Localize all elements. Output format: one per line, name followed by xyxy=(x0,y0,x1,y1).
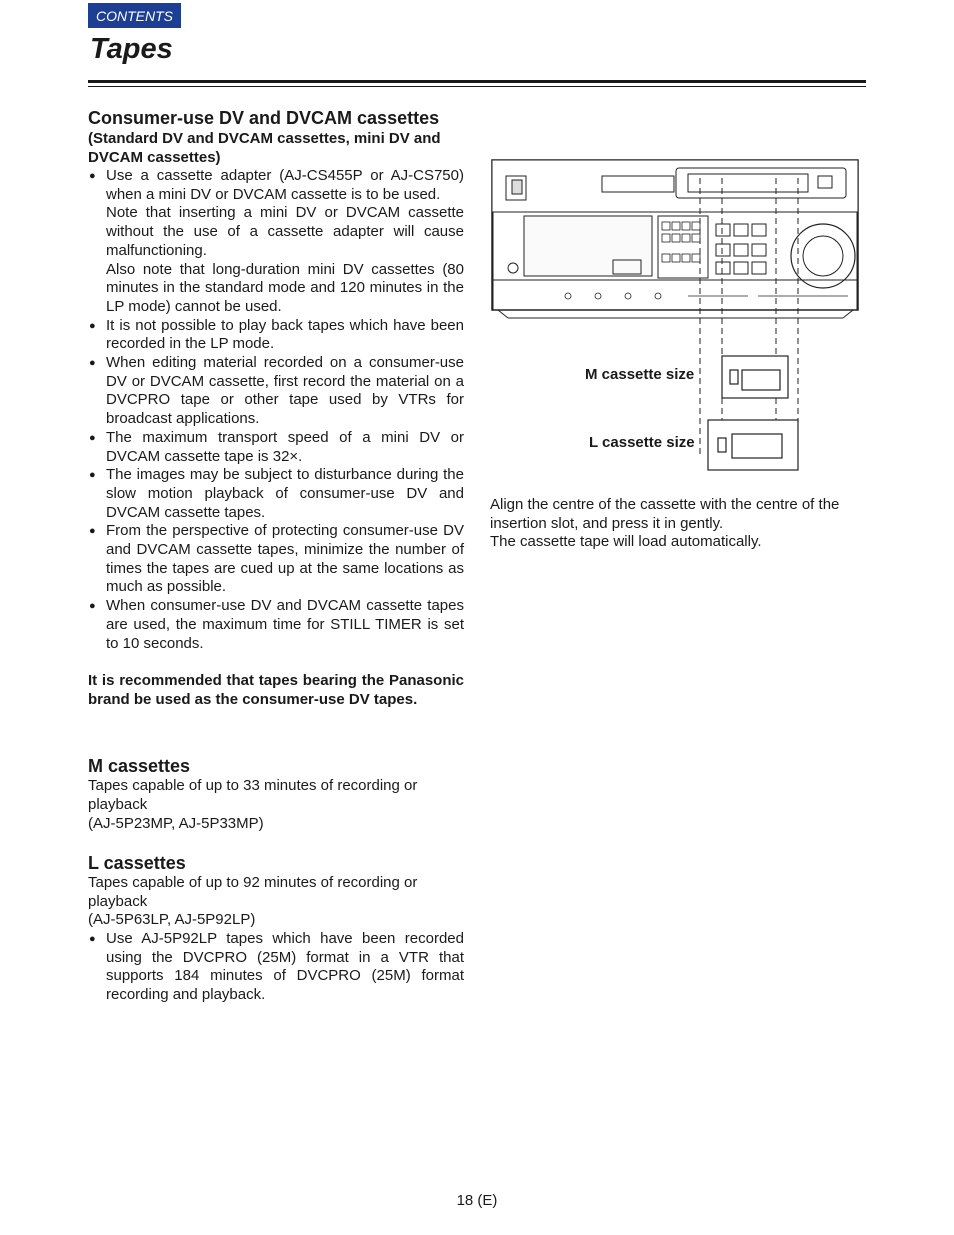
l-cassettes-models: (AJ-5P63LP, AJ-5P92LP) xyxy=(88,911,256,929)
left-column xyxy=(88,105,464,1005)
bullet-text: ● It is not possible to play back tapes which have been recorded in the LP mode. xyxy=(106,316,464,353)
list-item xyxy=(88,354,464,429)
bullet-text: ● When consumer-use DV and DVCAM cassette tapes are used, the maximum time for STILL TIMER is set to 10 seconds. xyxy=(106,597,464,652)
title-rule xyxy=(88,80,866,83)
l-cassette-size-label: L cassette size xyxy=(589,434,695,451)
title-rule-thin xyxy=(88,86,866,87)
bullet-text: ● From the perspective of protecting consumer-use DV and DVCAM cassette tapes, minimize the number of times the tapes are cued up at the same locations as much as possible. xyxy=(106,522,464,596)
m-cassettes-heading: M cassettes xyxy=(88,756,191,777)
page-number: 18 (E) xyxy=(456,1192,498,1209)
list-item xyxy=(88,466,464,522)
bullet-text: Also note that long-duration mini DV cassettes (80 minutes in the standard mode and 120 minutes in the LP mode) cannot be used. xyxy=(106,260,464,315)
vtr-cassette-diagram xyxy=(488,158,860,478)
bullet-text: ● Use AJ-5P92LP tapes which have been recorded using the DVCPRO (25M) format in a VTR that supports 184 minutes of DVCPRO (25M) format recording and playback. xyxy=(106,930,464,1004)
instruction-line: Align the centre of the cassette with the centre of the insertion slot, and press it in gently. xyxy=(490,496,840,532)
m-cassette-size-label: M cassette size xyxy=(585,366,695,383)
recommendation-notice: It is recommended that tapes bearing the Panasonic brand be used as the consumer-use DV tapes. xyxy=(88,672,464,708)
list-item xyxy=(88,429,464,466)
list-item xyxy=(88,597,464,653)
vtr-front-panel-icon xyxy=(492,160,858,318)
l-cassettes-text: Tapes capable of up to 92 minutes of recording or playback xyxy=(88,874,418,910)
l-cassettes-bullet-list xyxy=(88,930,464,1005)
consumer-heading: Consumer-use DV and DVCAM cassettes xyxy=(88,108,440,128)
l-cassette-icon xyxy=(708,420,798,470)
instructions xyxy=(490,496,868,552)
bullet-text: Note that inserting a mini DV or DVCAM cassette without the use of a cassette adapter will cause malfunctioning. xyxy=(106,204,464,259)
bullet-text: ● The images may be subject to disturbance during the slow motion playback of consumer-use DV and DVCAM cassette tapes. xyxy=(106,466,464,521)
bullet-text: ● When editing material recorded on a consumer-use DV or DVCAM cassette, first record the material on a DVCPRO tape or other tape used by VTRs for broadcast applications. xyxy=(106,354,464,428)
bullet-text: ● Use a cassette adapter (AJ-CS455P or AJ-CS750) when a mini DV or DVCAM cassette is to be used. xyxy=(106,167,464,203)
page-title: Tapes xyxy=(90,33,173,65)
m-cassettes-models: (AJ-5P23MP, AJ-5P33MP) xyxy=(88,814,264,832)
m-cassettes-text: Tapes capable of up to 33 minutes of recording or playback xyxy=(88,777,418,814)
l-cassettes-heading: L cassettes xyxy=(88,853,186,874)
contents-button[interactable]: CONTENTS xyxy=(88,3,181,28)
consumer-bullet-list xyxy=(88,167,464,653)
m-cassette-icon xyxy=(722,356,788,398)
list-item xyxy=(88,522,464,597)
list-item xyxy=(88,167,464,317)
list-item xyxy=(88,317,464,354)
instruction-line: The cassette tape will load automatically. xyxy=(490,533,762,551)
consumer-subheading: (Standard DV and DVCAM cassettes, mini DV and DVCAM cassettes) xyxy=(88,130,441,166)
list-item xyxy=(88,930,464,1005)
bullet-text: ● The maximum transport speed of a mini DV or DVCAM cassette tape is 32×. xyxy=(106,428,464,465)
